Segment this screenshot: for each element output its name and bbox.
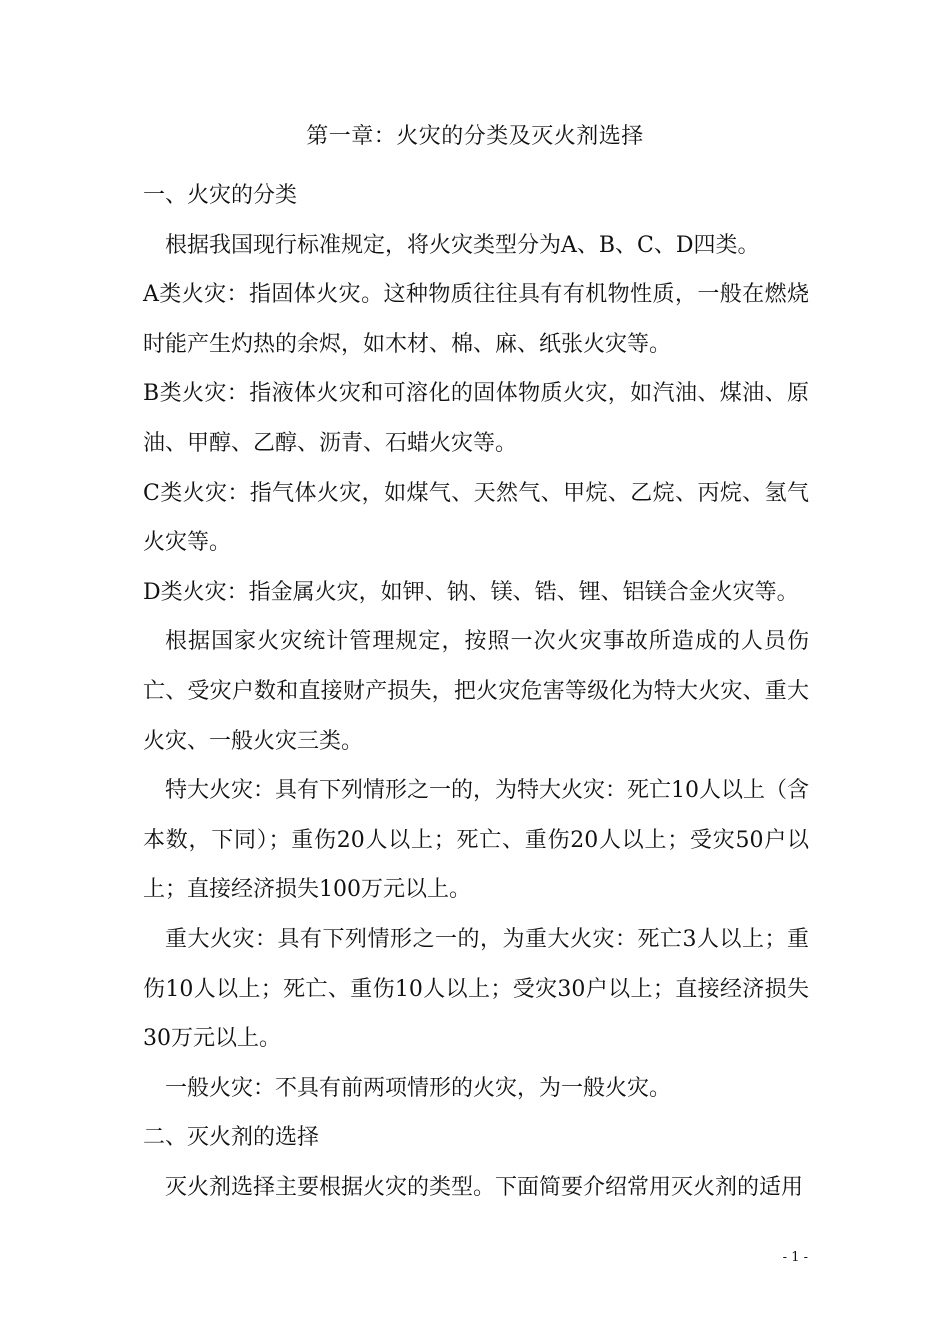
paragraph-general-fire: 一般火灾：不具有前两项情形的火灾，为一般火灾。 [165, 1075, 672, 1101]
paragraph-major-fire: 重大火灾：具有下列情形之一的，为重大火灾：死亡3人以上；重伤10人以上；死亡、重伤10人以上；受灾30户以上；直接经济损失30万元以上。 [143, 926, 809, 1052]
paragraph-class-d-fire: D类火灾：指金属火灾，如钾、钠、镁、锆、锂、铝镁合金火灾等。 [143, 579, 799, 605]
page-number: - 1 - [782, 1250, 808, 1265]
chapter-title: 第一章：火灾的分类及灭火剂选择 [306, 124, 644, 149]
paragraph-class-b-fire: B类火灾：指液体火灾和可溶化的固体物质火灾，如汽油、煤油、原油、甲醇、乙醇、沥青、石蜡火灾等。 [143, 381, 809, 456]
paragraph-extraordinary-fire: 特大火灾：具有下列情形之一的，为特大火灾：死亡10人以上（含本数，下同）；重伤20人以上；死亡、重伤20人以上；受灾50户以上；直接经济损失100万元以上。 [143, 778, 809, 903]
document-body [143, 171, 809, 1212]
paragraph-class-a-fire: A类火灾：指固体火灾。这种物质往往具有有机物性质，一般在燃烧时能产生灼热的余烬，如木材、棉、麻、纸张火灾等。 [143, 282, 809, 357]
paragraph-fire-severity-intro: 根据国家火灾统计管理规定，按照一次火灾事故所造成的人员伤亡、受灾户数和直接财产损失，把火灾危害等级化为特大火灾、重大火灾、一般火灾三类。 [143, 629, 809, 754]
paragraph-fire-types-intro: 根据我国现行标准规定，将火灾类型分为A、B、C、D四类。 [165, 232, 760, 258]
paragraph-extinguishing-agent-intro: 灭火剂选择主要根据火灾的类型。下面简要介绍常用灭火剂的适用 [165, 1174, 804, 1200]
section-heading-fire-classification: 一、火灾的分类 [143, 183, 298, 208]
paragraph-class-c-fire: C类火灾：指气体火灾，如煤气、天然气、甲烷、乙烷、丙烷、氢气火灾等。 [143, 480, 809, 556]
section-heading-extinguishing-agent: 二、灭火剂的选择 [143, 1125, 320, 1151]
